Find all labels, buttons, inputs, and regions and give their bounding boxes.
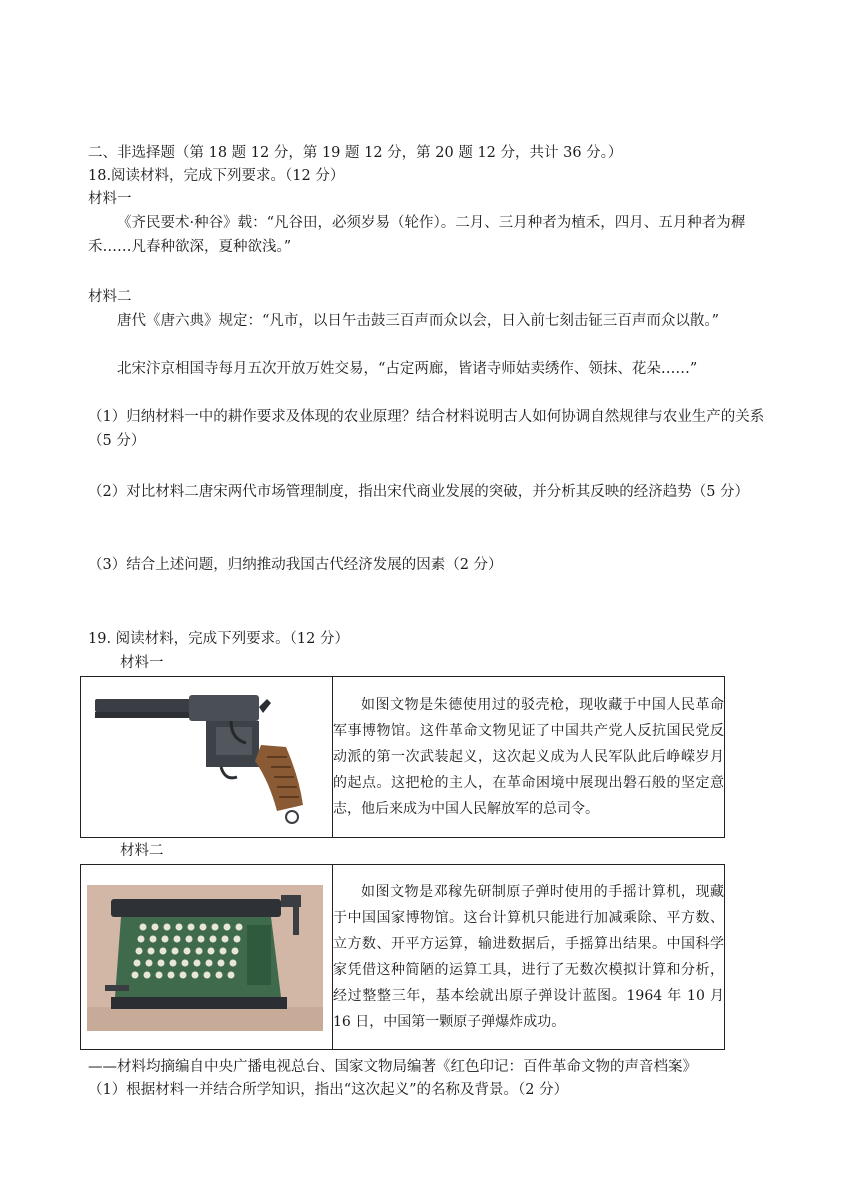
q18-material1-label: 材料一 xyxy=(88,191,132,207)
hand-crank-calculator-icon xyxy=(81,865,331,1049)
q18-material1-text: 《齐民要术·种谷》载：“凡谷田，必须岁易（轮作）。二月、三月种者为植禾，四月、五月种者为稺禾……凡春种欲深，夏种欲浅。” xyxy=(88,215,746,255)
q19-material2-label: 材料二 xyxy=(120,843,164,859)
q19-material1-text: 如图文物是朱德使用过的驳壳枪，现收藏于中国人民革命军事博物馆。这件革命文物见证了中国共产党人反抗国民党反动派的第一次武装起义，这次起义成为人民军队此后峥嵘岁月的起点。这把枪的主人，在革命困境中展现出磐石般的坚定意志，他后来成为中国人民解放军的总司令。 xyxy=(333,677,725,838)
calculator-image-cell xyxy=(81,865,333,1050)
q18-question-1: （1）归纳材料一中的耕作要求及体现的农业原理？结合材料说明古人如何协调自然规律与农业生产的关系（5 分） xyxy=(88,409,765,449)
q19-material2-table xyxy=(80,864,725,1050)
q19-material1-table xyxy=(80,676,725,838)
q18-material2-label: 材料二 xyxy=(88,289,132,305)
mauser-pistol-icon xyxy=(81,677,331,837)
q19-source: ——材料均摘编自中央广播电视总台、国家文物局编著《红色印记：百件革命文物的声音档案》 xyxy=(88,1059,697,1075)
q18-material2-text2: 北宋汴京相国寺每月五次开放万姓交易，“占定两廊，皆诸寺师姑卖绣作、领抹、花朵……” xyxy=(117,361,698,377)
q18-material2-text1: 唐代《唐六典》规定：“凡市，以日午击鼓三百声而众以会，日入前七刻击钲三百声而众以散。” xyxy=(117,313,720,329)
pistol-image-cell xyxy=(81,677,333,838)
q19-title: 19. 阅读材料，完成下列要求。（12 分） xyxy=(88,631,349,647)
q19-material1-label: 材料一 xyxy=(120,655,164,671)
section-heading: 二、非选择题（第 18 题 12 分，第 19 题 12 分，第 20 题 12 分，共计 36 分。） xyxy=(88,145,623,161)
q18-question-2: （2）对比材料二唐宋两代市场管理制度，指出宋代商业发展的突破，并分析其反映的经济趋势（5 分） xyxy=(88,484,750,500)
q18-title: 18.阅读材料，完成下列要求。（12 分） xyxy=(88,168,345,184)
q18-question-3: （3）结合上述问题，归纳推动我国古代经济发展的因素（2 分） xyxy=(88,557,503,573)
q19-question-1: （1）根据材料一并结合所学知识，指出“这次起义”的名称及背景。（2 分） xyxy=(88,1082,569,1098)
q19-material2-text: 如图文物是邓稼先研制原子弹时使用的手摇计算机，现藏于中国国家博物馆。这台计算机只能进行加减乘除、平方数、立方数、开平方运算，输进数据后，手摇算出结果。中国科学家凭借这种简陋的运算工具，进行了无数次模拟计算和分析，经过整整三年，基本绘就出原子弹设计蓝图。1964 年 10 月 16 日，中国第一颗原子弹爆炸成功。 xyxy=(333,865,725,1050)
